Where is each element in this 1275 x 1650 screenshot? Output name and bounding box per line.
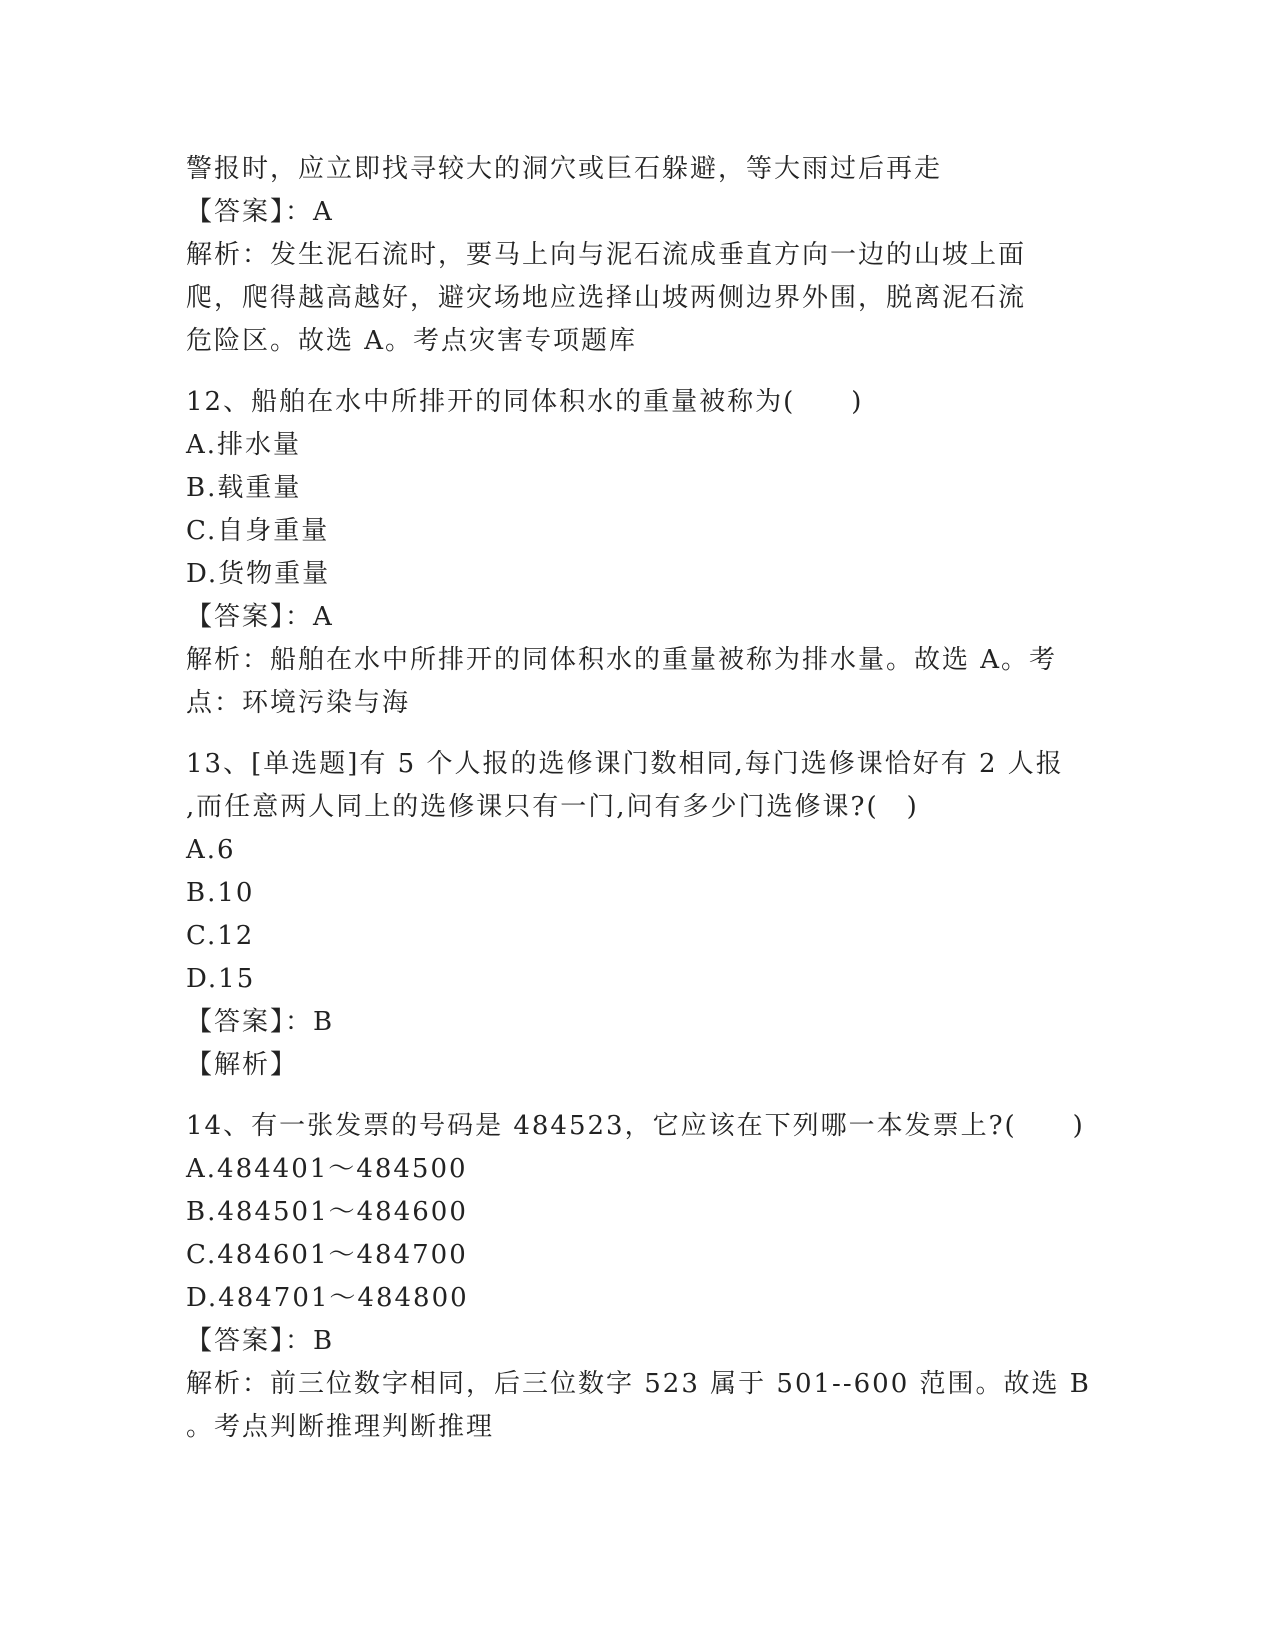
question-14 (186, 1105, 1091, 1449)
analysis-line: 解析：前三位数字相同，后三位数字 523 属于 501--600 范围。故选 B (186, 1369, 1091, 1399)
option-c: C.自身重量 (186, 516, 330, 546)
intro-line: 警报时，应立即找寻较大的洞穴或巨石躲避，等大雨过后再走 (186, 154, 943, 184)
question-12 (186, 381, 1086, 725)
option-d: D.484701～484800 (186, 1283, 469, 1313)
option-d: D.15 (186, 964, 256, 994)
analysis-line: 。考点判断推理判断推理 (186, 1412, 495, 1442)
intro-answer: 【答案】：A (186, 197, 334, 227)
answer: 【答案】：B (186, 1007, 335, 1037)
question-text: 13、[单选题]有 5 个人报的选修课门数相同,每门选修课恰好有 2 人报 (186, 749, 1064, 779)
intro-block (186, 148, 1086, 363)
analysis-line: 解析：船舶在水中所排开的同体积水的重量被称为排水量。故选 A。考 (186, 645, 1058, 675)
intro-line: 解析：发生泥石流时，要马上向与泥石流成垂直方向一边的山坡上面 (186, 240, 1027, 270)
option-b: B.10 (186, 878, 255, 908)
answer: 【答案】：B (186, 1326, 335, 1356)
document-page (186, 148, 1091, 1449)
analysis-line: 【解析】 (186, 1050, 299, 1080)
option-a: A.6 (186, 835, 236, 865)
option-a: A.484401～484500 (186, 1154, 468, 1184)
question-13 (186, 743, 1086, 1087)
option-a: A.排水量 (186, 430, 302, 460)
intro-line: 危险区。故选 A。考点灾害专项题库 (186, 326, 638, 356)
question-text: 14、有一张发票的号码是 484523，它应该在下列哪一本发票上?( ) (186, 1111, 1085, 1141)
intro-line: 爬，爬得越高越好，避灾场地应选择山坡两侧边界外围，脱离泥石流 (186, 283, 1027, 313)
answer: 【答案】：A (186, 602, 334, 632)
option-b: B.载重量 (186, 473, 302, 503)
question-text: ,而任意两人同上的选修课只有一门,问有多少门选修课?( ) (186, 792, 919, 822)
option-d: D.货物重量 (186, 559, 331, 589)
analysis-line: 点：环境污染与海 (186, 688, 411, 718)
option-c: C.12 (186, 921, 255, 951)
question-text: 12、船舶在水中所排开的同体积水的重量被称为( ) (186, 387, 864, 417)
option-c: C.484601～484700 (186, 1240, 468, 1270)
option-b: B.484501～484600 (186, 1197, 468, 1227)
